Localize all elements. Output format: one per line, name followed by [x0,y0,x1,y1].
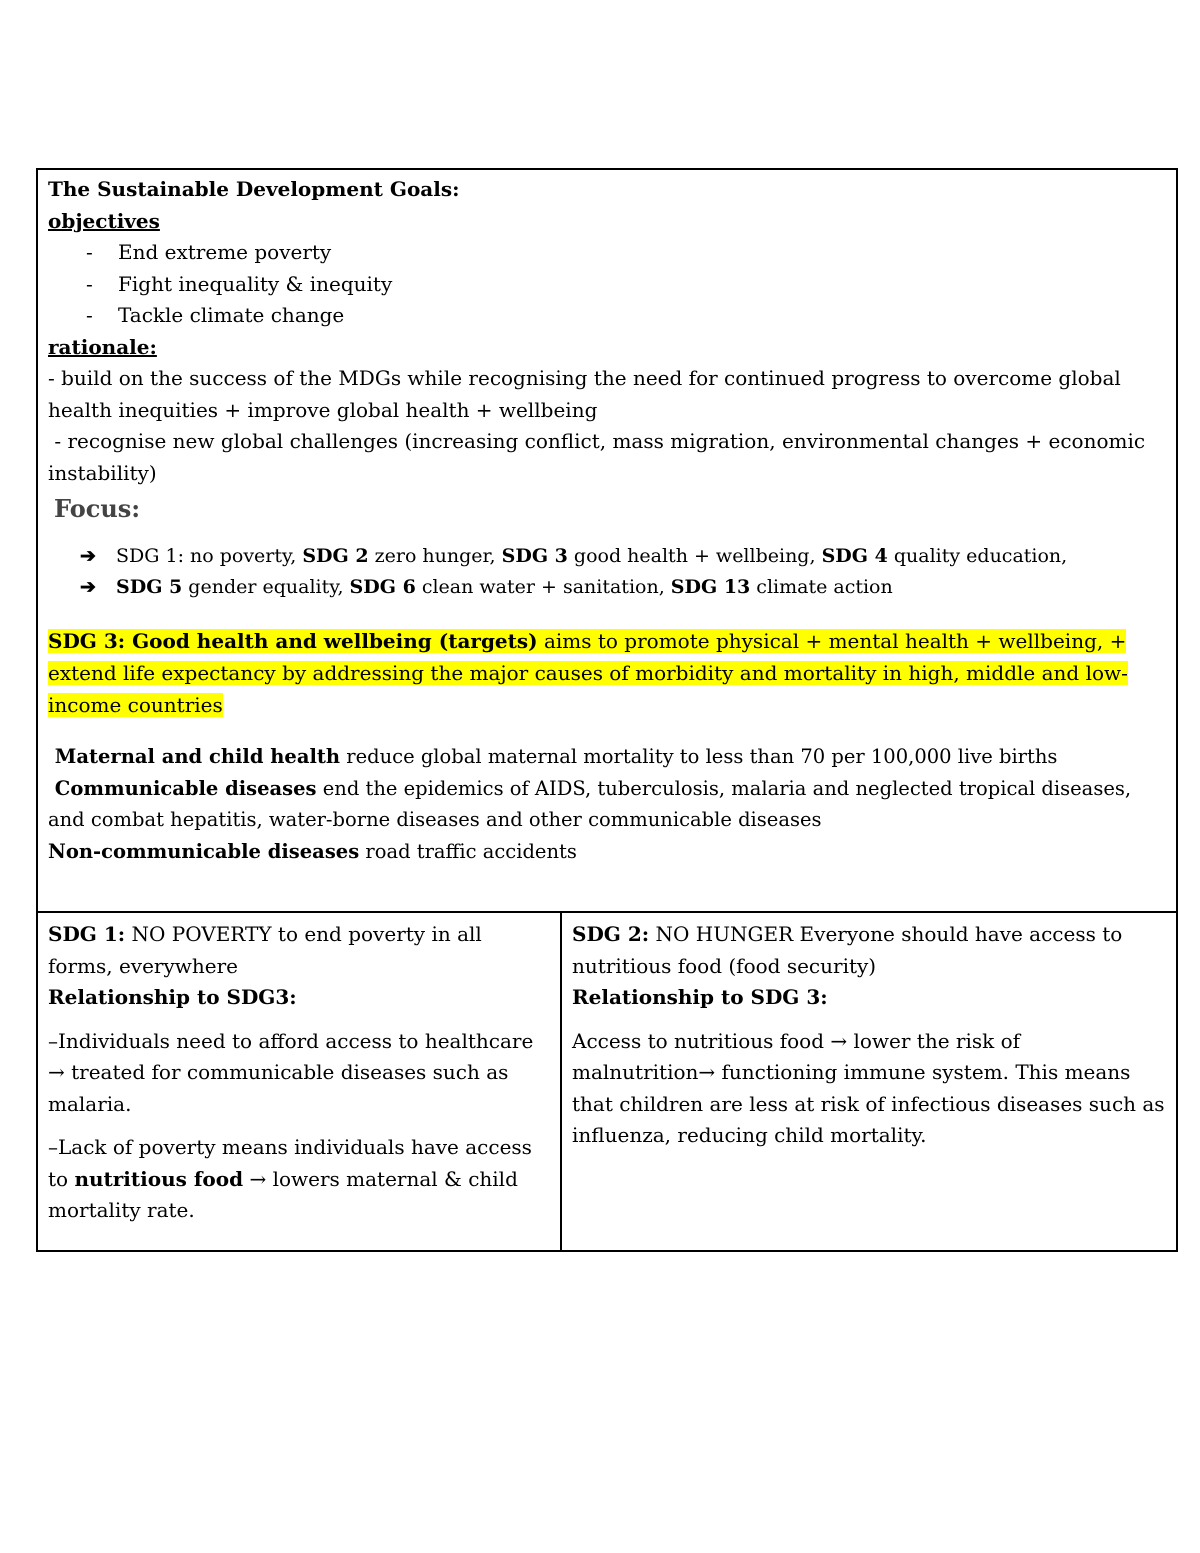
target-title: Maternal and child health [48,745,341,768]
sdg1-relationship-point: –Individuals need to afford access to healthcare → treated for communicable diseases such as malaria. [48,1028,534,1116]
sdg1-cell [38,913,562,1250]
focus-segment: : no poverty, [177,545,303,567]
target-text: reduce global maternal mortality to less than 70 per 100,000 live births [340,745,1058,768]
arrow-icon: ➔ [80,545,96,567]
target-text: road traffic accidents [359,839,577,863]
sdg2-label: SDG 2: [572,922,650,946]
sdg-relationship-row [38,913,1176,1250]
target-title: Communicable diseases [48,776,317,800]
document-title: The Sustainable Development Goals: [48,177,460,201]
point-text: –Lack of poverty means individuals have access to [48,1135,532,1191]
target-text: end the epidemics of AIDS, tuberculosis, malaria and neglected tropical diseases, and combat hepatitis, water-borne diseases and other communicable diseases [48,776,1138,831]
focus-segment: zero hunger, [368,545,502,567]
focus-segment: gender equality, [182,576,350,598]
sdg2-cell [562,913,1176,1250]
objective-text: Fight inequality & inequity [118,271,393,296]
sdg3-description: aims to promote physical + mental health + wellbeing, + extend life expectancy by addressing the major causes of morbidity and mortality in high, middle and low-income countries [48,629,1128,717]
objectives-heading: objectives [48,208,160,233]
point-bold-text: nutritious food [74,1166,244,1191]
objective-text: Tackle climate change [118,303,345,327]
focus-line [116,541,1067,572]
sdg3-highlighted-paragraph [48,625,1166,721]
sdg2-relationship-point: Access to nutritious food → lower the risk of malnutrition→ functioning immune system. This means that children are less at risk of infectious diseases such as influenza, reducing child mortality. [572,1028,1165,1147]
sdg2-relationship-heading: Relationship to SDG 3: [572,985,828,1009]
arrow-icon: ➔ [80,576,96,598]
focus-list-item [48,572,1166,603]
sdg2-description: NO HUNGER Everyone should have access to nutritious food (food security) [572,922,1123,978]
sdg-overview-cell [38,170,1176,913]
focus-segment: SDG 5 [116,576,183,598]
focus-segment: SDG 2 [302,545,369,567]
focus-segment: climate action [750,576,893,598]
objective-item [48,237,1166,269]
dash-bullet: - [86,303,93,327]
objective-text: End extreme poverty [118,240,332,264]
rationale-heading: rationale: [48,334,157,359]
sdg1-heading [48,919,550,982]
document-table [36,168,1178,1252]
target-item [48,741,1166,773]
targets-list [48,741,1166,867]
focus-segment: SDG 4 [821,545,888,567]
sdg1-label: SDG 1: [48,922,126,946]
point-text: → lowers maternal & child mortality rate. [48,1166,518,1222]
target-title: Non-communicable diseases [48,839,360,863]
focus-segment: quality education, [887,545,1068,567]
focus-segment: SDG 13 [670,576,751,598]
focus-heading: Focus: [54,494,141,523]
focus-line [116,572,893,603]
dash-bullet: - [86,240,93,264]
objective-item [48,269,1166,301]
objective-item [48,300,1166,332]
focus-segment: SDG 1 [116,545,178,567]
focus-segment: good health + wellbeing, [567,545,822,567]
focus-segment: SDG 6 [349,576,416,598]
focus-list-item [48,541,1166,572]
dash-bullet: - [86,271,93,296]
target-item [48,773,1166,836]
sdg3-heading: SDG 3: Good health and wellbeing (targets) [48,629,538,653]
rationale-item: - recognise new global challenges (increasing conflict, mass migration, environmental changes + economic instability) [48,429,1152,485]
sdg2-heading [572,919,1166,982]
sdg1-relationship-point [48,1132,550,1227]
sdg1-relationship-heading: Relationship to SDG3: [48,985,297,1009]
focus-segment: clean water + sanitation, [415,576,671,598]
target-item [48,836,1166,868]
focus-segment: SDG 3 [501,545,568,567]
sdg1-description: NO POVERTY to end poverty in all forms, everywhere [48,922,482,978]
rationale-item: - build on the success of the MDGs while recognising the need for continued progress to overcome global health inequities + improve global health + wellbeing [48,366,1121,422]
objectives-list [48,237,1166,332]
